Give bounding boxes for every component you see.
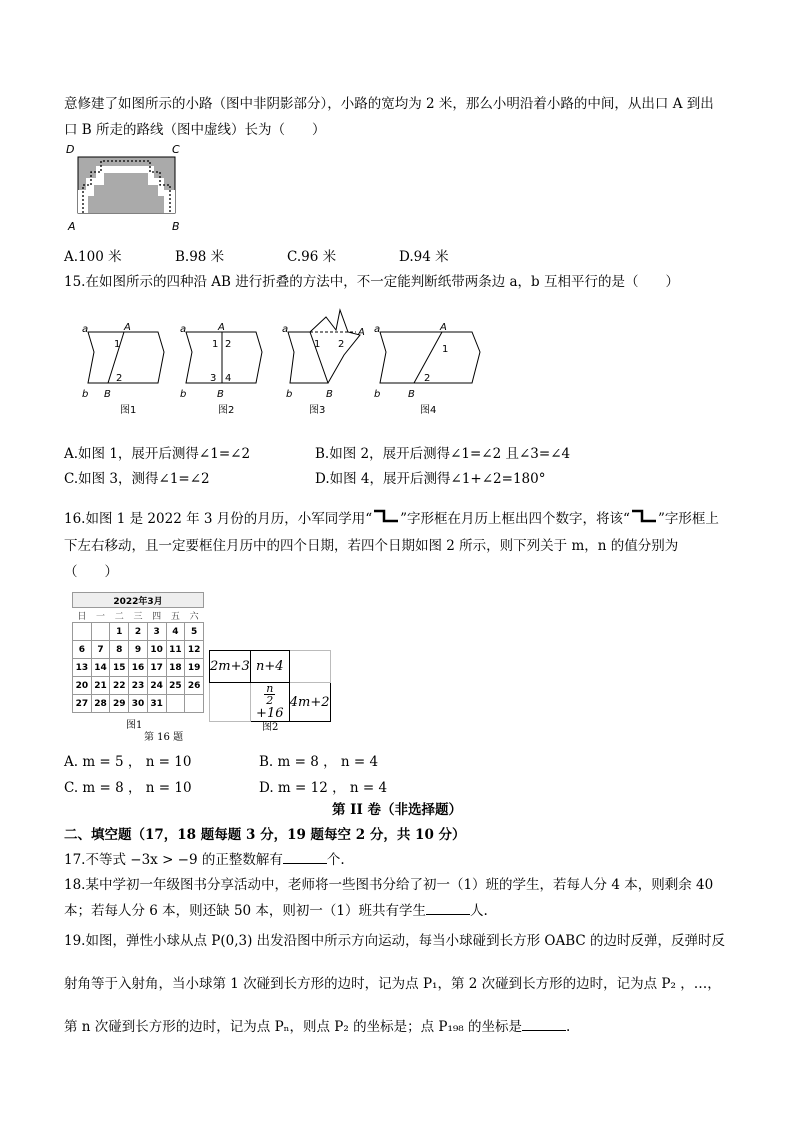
svg-text:b: b bbox=[374, 389, 381, 400]
q14-option-d: D.94 米 bbox=[399, 249, 449, 265]
q15-fig3 bbox=[282, 310, 365, 416]
svg-text:a: a bbox=[282, 324, 289, 335]
q15-option-d: D.如图 4，展开后测得∠1+∠2=180° bbox=[315, 471, 546, 487]
calendar-caption: 图1 bbox=[126, 720, 143, 731]
svg-text:B: B bbox=[326, 389, 333, 400]
svg-text:4: 4 bbox=[225, 373, 232, 384]
q15-fig4 bbox=[374, 322, 480, 416]
svg-text:1: 1 bbox=[212, 339, 219, 350]
svg-text:b: b bbox=[180, 389, 187, 400]
q14-figure bbox=[64, 140, 184, 232]
label-A: A bbox=[68, 220, 76, 233]
svg-text:B: B bbox=[408, 389, 415, 400]
cell-2m3: 2m+3 bbox=[210, 651, 251, 683]
fig2-caption: 图2 bbox=[262, 722, 279, 733]
caption-fig1: 图1 bbox=[120, 405, 137, 416]
q17-blank[interactable] bbox=[283, 851, 327, 864]
q14-line2: 口 B 所走的路线（图中虚线）长为（ ） bbox=[64, 122, 326, 138]
svg-text:A: A bbox=[124, 322, 131, 333]
caption-fig2: 图2 bbox=[218, 405, 235, 416]
cell-n2-16: $\frac{n}{2}+16$ bbox=[250, 683, 289, 722]
calendar-title: 2022年3月 bbox=[73, 593, 204, 608]
svg-text:a: a bbox=[82, 324, 89, 335]
cell-n4: n+4 bbox=[250, 651, 289, 683]
q19-line3: 第 n 次碰到长方形的边时，记为点 Pₙ，则点 P₂ 的坐标是；点 P₁₉₈ 的坐标是 . bbox=[64, 1019, 571, 1035]
label-D: D bbox=[66, 143, 75, 156]
q19-blank[interactable] bbox=[522, 1018, 566, 1031]
svg-text:b: b bbox=[286, 389, 293, 400]
svg-text:B: B bbox=[104, 389, 111, 400]
q18-line2: 本；若每人分 6 本，则还缺 50 本，则初一（1）班共有学生 人. bbox=[64, 903, 488, 919]
q19-line2: 射角等于入射角，当小球第 1 次碰到长方形的边时，记为点 P₁，第 2 次碰到长方形的边时，记为点 P₂ ，…， bbox=[64, 976, 721, 992]
svg-text:1: 1 bbox=[314, 339, 321, 350]
q18-blank[interactable] bbox=[426, 902, 470, 915]
svg-text:3: 3 bbox=[210, 373, 217, 384]
q16-line1: 16.如图 1 是 2022 年 3 月份的月历，小军同学用“ ”字形框在月历上框出四个数字，将该“ ”字形框上 bbox=[64, 511, 719, 527]
q14-option-a: A.100 米 bbox=[64, 249, 122, 265]
svg-text:2: 2 bbox=[424, 373, 431, 384]
q14-option-b: B.98 米 bbox=[175, 249, 225, 265]
q15-fig1 bbox=[82, 322, 164, 416]
q19-line1: 19.如图，弹性小球从点 P(0,3) 出发沿图中所示方向运动，每当小球碰到长方形 OABC 的边时反弹，反弹时反 bbox=[64, 933, 726, 949]
q16-option-c: C. m = 8 ， n = 10 bbox=[64, 780, 192, 796]
svg-text:2: 2 bbox=[338, 339, 345, 350]
svg-text:A: A bbox=[218, 322, 225, 333]
svg-text:A: A bbox=[358, 327, 365, 338]
svg-text:A: A bbox=[440, 322, 447, 333]
caption-fig3: 图3 bbox=[309, 405, 326, 416]
svg-text:2: 2 bbox=[225, 339, 232, 350]
q15-option-c: C.如图 3，测得∠1=∠2 bbox=[64, 471, 210, 487]
label-C: C bbox=[172, 143, 180, 156]
svg-text:b: b bbox=[82, 389, 89, 400]
q16-option-d: D. m = 12 ， n = 4 bbox=[259, 780, 388, 796]
cut-caption: 第 16 题 bbox=[144, 732, 184, 743]
svg-text:2: 2 bbox=[116, 373, 123, 384]
svg-text:B: B bbox=[217, 389, 224, 400]
q16-option-b: B. m = 8 ， n = 4 bbox=[259, 754, 379, 770]
q14-option-c: C.96 米 bbox=[287, 249, 337, 265]
q15-stem: 15.在如图所示的四种沿 AB 进行折叠的方法中，不一定能判断纸带两条边 a，b 互相平行的是（ ） bbox=[64, 274, 679, 290]
q16-option-a: A. m = 5 ， n = 10 bbox=[64, 754, 192, 770]
q15-option-a: A.如图 1，展开后测得∠1=∠2 bbox=[64, 446, 251, 462]
q15-fig2 bbox=[180, 322, 262, 416]
svg-text:1: 1 bbox=[114, 339, 121, 350]
calendar-fig1: 2022年3月 日 一 二 三 四 五 六 1 2 3 4 5 6 7 8 9 10 11 12 13 14 15 16 17 18 19 20 21 22 23 24 25 26 27 28 29 30 31 bbox=[72, 592, 204, 713]
svg-text:a: a bbox=[374, 324, 381, 335]
z-frame-icon bbox=[372, 509, 400, 525]
q16-line3: （ ） bbox=[64, 564, 118, 580]
label-B: B bbox=[172, 220, 180, 233]
svg-text:a: a bbox=[180, 324, 187, 335]
cell-4m2: 4m+2 bbox=[289, 683, 330, 722]
q15-figures bbox=[78, 305, 498, 420]
svg-text:1: 1 bbox=[442, 344, 449, 355]
q15-option-b: B.如图 2，展开后测得∠1=∠2 且∠3=∠4 bbox=[315, 446, 571, 462]
section-title: 第 II 卷（非选择题） bbox=[331, 802, 463, 818]
q18-line1: 18.某中学初一年级图书分享活动中，老师将一些图书分给了初一（1）班的学生，若每人分 4 本，则剩余 40 bbox=[64, 877, 714, 893]
q17: 17.不等式 −3x > −9 的正整数解有 个. bbox=[64, 852, 345, 868]
z-frame-icon bbox=[630, 509, 658, 525]
q14-line1: 意修建了如图所示的小路（图中非阴影部分），小路的宽均为 2 米，那么小明沿着小路的中间，从出口 A 到出 bbox=[64, 96, 714, 112]
caption-fig4: 图4 bbox=[420, 405, 437, 416]
section-heading: 二、填空题（17，18 题每题 3 分，19 题每空 2 分，共 10 分） bbox=[64, 827, 466, 843]
fig2-grid bbox=[209, 650, 331, 722]
q16-line2: 下左右移动，且一定要框住月历中的四个日期，若四个日期如图 2 所示，则下列关于 m，n 的值分别为 bbox=[64, 538, 679, 554]
